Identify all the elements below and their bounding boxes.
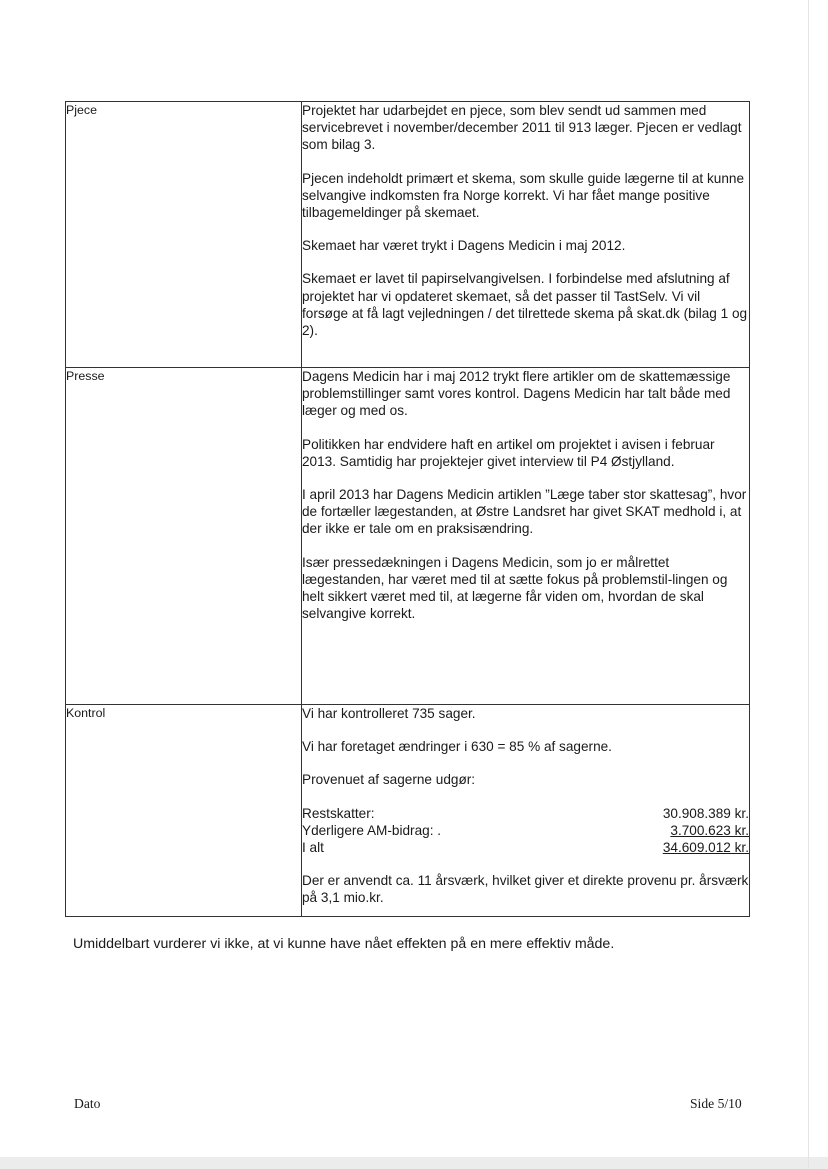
summary-text: Umiddelbart vurderer vi ikke, at vi kunne have nået effekten på en mere effektiv måde. xyxy=(73,936,615,952)
paragraph: Projektet har udarbejdet en pjece, som blev sendt ud sammen med servicebrevet i november/december 2011 til 913 læger. Pjecen er vedlagt som bilag 3. xyxy=(302,103,742,153)
paragraph: Vi har foretaget ændringer i 630 = 85 % af sagerne. xyxy=(302,739,612,755)
paragraph: Provenuet af sagerne udgør: xyxy=(302,772,476,788)
paragraph: Især pressedækningen i Dagens Medicin, som jo er målrettet lægestanden, har været med til at sætte fokus på problemstil-lingen og helt sikkert været med til, at lægerne får viden om, hvordan de skal selvangive korrekt. xyxy=(302,554,728,622)
paragraph: Dagens Medicin har i maj 2012 trykt flere artikler om de skattemæssige problemstillinger samt vores kontrol. Dagens Medicin har talt både med læger og med os. xyxy=(302,369,731,419)
table-row-pjece xyxy=(66,102,750,368)
scan-edge-bottom xyxy=(0,1157,828,1169)
paragraph: Der er anvendt ca. 11 årsværk, hvilket giver et direkte provenu pr. årsværk på 3,1 mio.kr. xyxy=(302,873,749,906)
paragraph: Skemaet har været trykt i Dagens Medicin i maj 2012. xyxy=(302,238,626,254)
amount-list xyxy=(302,805,749,857)
amount-row xyxy=(302,822,749,839)
table-row-kontrol xyxy=(66,705,750,917)
scan-edge-right xyxy=(808,0,809,1169)
row-label-presse: Presse xyxy=(66,368,302,705)
footer-page-number: Side 5/10 xyxy=(690,1096,742,1111)
row-label-pjece: Pjece xyxy=(66,102,302,368)
amount-label: Yderligere AM-bidrag: . xyxy=(302,822,442,838)
amount-total-value: 34.609.012 kr. xyxy=(662,840,749,856)
paragraph: Vi har kontrolleret 735 sager. xyxy=(302,706,476,721)
amount-label: Restskatter: xyxy=(302,805,375,821)
amount-label: I alt xyxy=(302,840,324,856)
paragraph: Politikken har endvidere haft en artikel om projektet i avisen i februar 2013. Samtidig har projektejer givet interview til P4 Østjylland. xyxy=(302,436,715,469)
amount-value: 3.700.623 kr. xyxy=(670,822,749,838)
table-row-presse xyxy=(66,368,750,705)
row-label-kontrol: Kontrol xyxy=(66,705,302,917)
amount-total-row xyxy=(302,839,749,856)
amount-value: 30.908.389 kr. xyxy=(662,805,749,821)
row-content-presse xyxy=(302,368,750,705)
amount-row xyxy=(302,805,749,822)
paragraph: I april 2013 har Dagens Medicin artiklen ”Læge taber stor skattesag”, hvor de fortæller lægestanden, at Østre Landsret har givet SKAT medhold i, at der ikke er tale om en praksisændring. xyxy=(302,487,747,537)
footer-date-label: Dato xyxy=(74,1096,101,1111)
paragraph: Pjecen indeholdt primært et skema, som skulle guide lægerne til at kunne selvangive indkomsten fra Norge korrekt. Vi har fået mange positive tilbagemeldinger på skemaet. xyxy=(302,170,745,221)
row-content-pjece xyxy=(302,102,750,368)
row-content-kontrol xyxy=(302,705,750,917)
project-table xyxy=(65,101,750,917)
paragraph: Skemaet er lavet til papirselvangivelsen. I forbindelse med afslutning af projektet har vi opdateret skemaet, så det passer til TastSelv. Vi vil forsøge at få lagt vejledningen / det tilrettede skema på skat.dk (bilag 1 og 2). xyxy=(302,271,748,339)
